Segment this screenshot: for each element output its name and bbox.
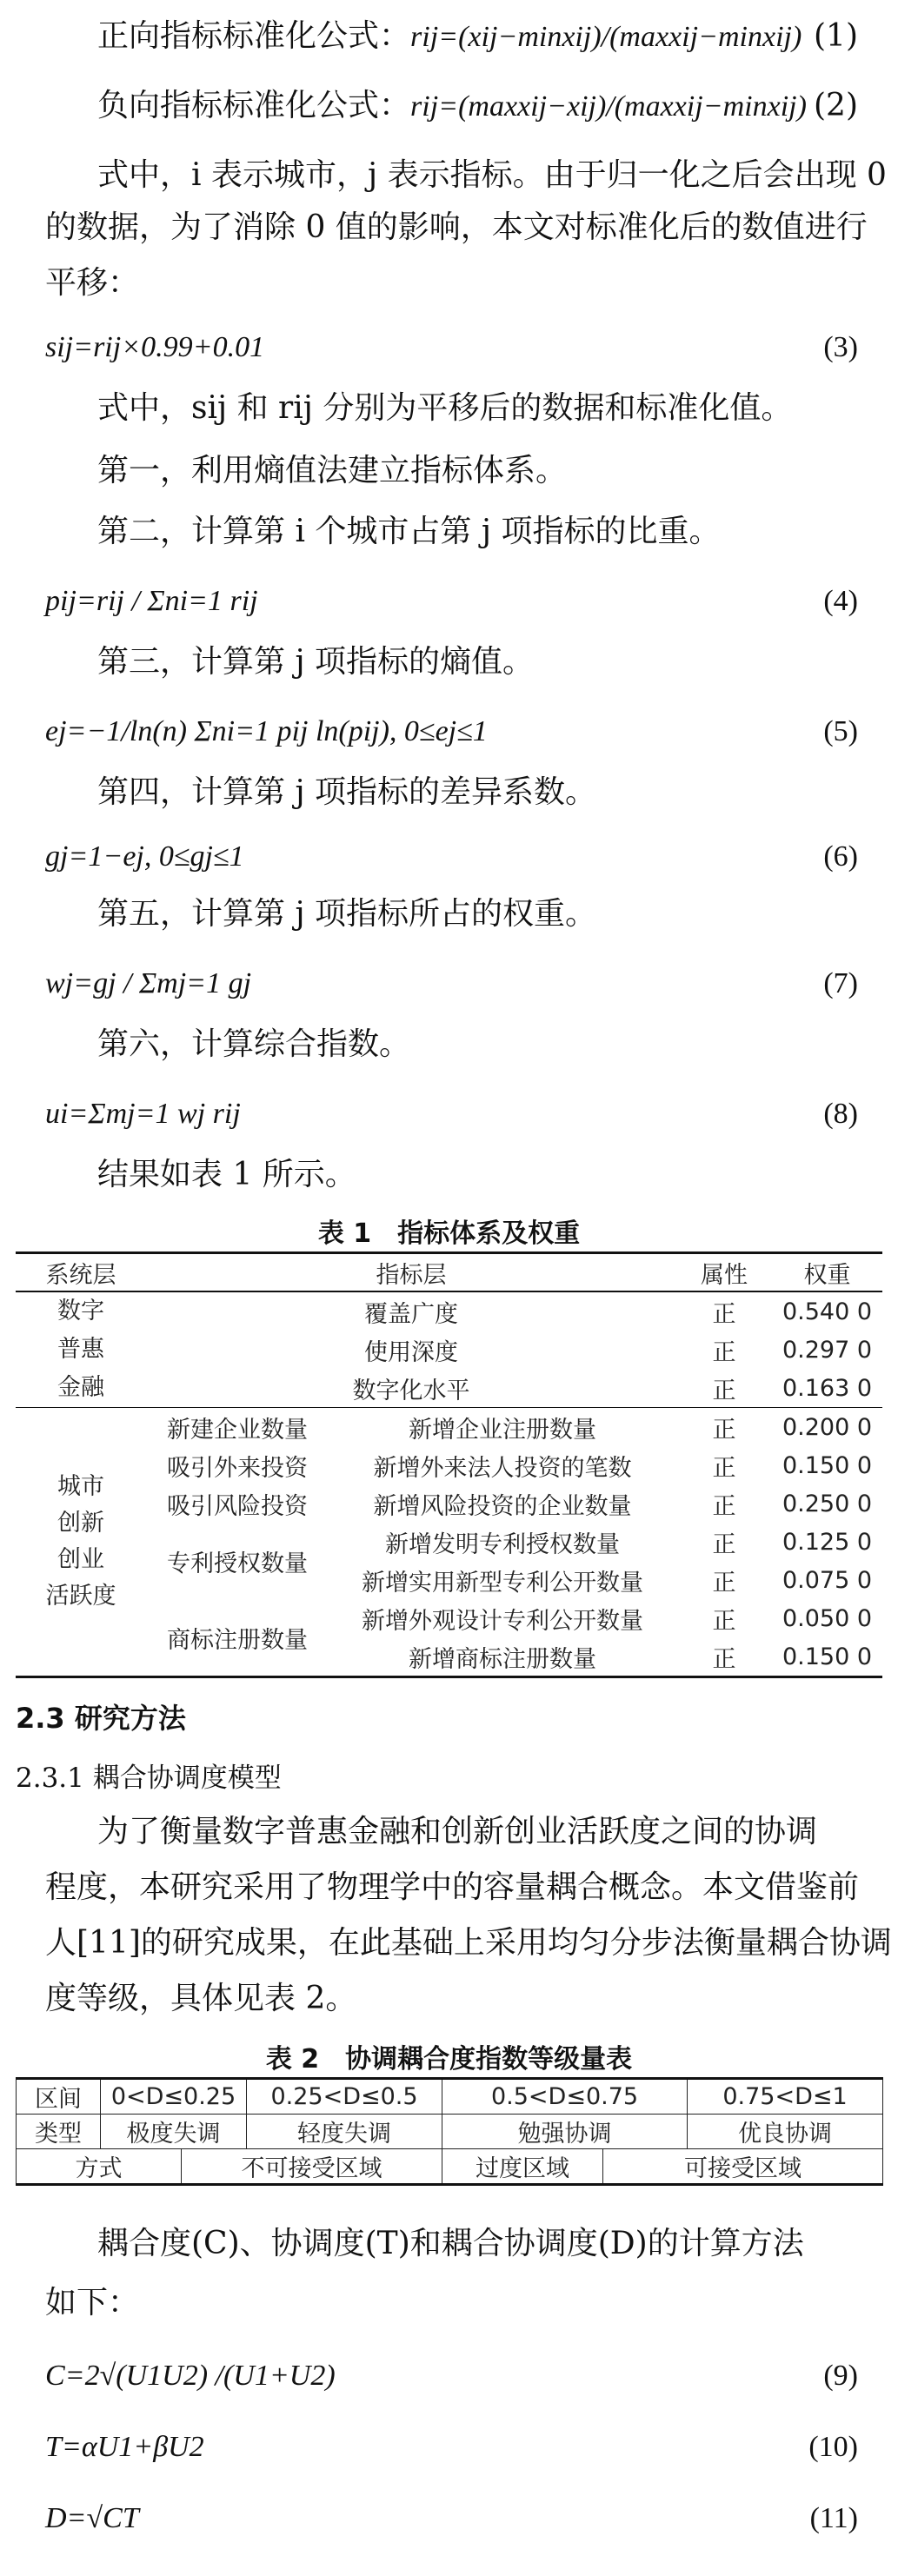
- formula-3-expr: sij=rij×0.99+0.01: [45, 331, 265, 363]
- indicator-cell: 新增外来法人投资的笔数: [373, 1454, 632, 1482]
- table-2-cell: 极度失调: [101, 2115, 247, 2149]
- formula-5: [45, 714, 858, 749]
- paragraph-line: 耦合度(C)、协调度(T)和耦合协调度(D)的计算方法: [97, 2226, 804, 2261]
- formula-5-expr: ej=−1/ln(n) Σni=1 pij ln(pij), 0≤ej≤1: [45, 715, 488, 747]
- system-layer-dfi: [16, 1291, 146, 1408]
- formula-8-number: (8): [823, 1098, 858, 1130]
- result-text: 结果如表 1 所示。: [97, 1157, 356, 1192]
- table-row: [16, 1599, 882, 1637]
- formula-9-number: (9): [823, 2360, 858, 2392]
- weight-cell: 0.250 0: [782, 1490, 873, 1517]
- formula-1-label: 正向指标标准化公式：: [97, 18, 411, 54]
- formula-7-expr: wj=gj / Σmj=1 gj: [45, 967, 252, 999]
- formula-2-expr: rij=(maxxij−xij)/(maxxij−minxij): [410, 90, 807, 123]
- system-layer-city: [16, 1408, 146, 1677]
- step-3: 第三，计算第 j 项指标的熵值。: [97, 644, 535, 680]
- indicator-cell: 新增风险投资的企业数量: [373, 1492, 632, 1520]
- formula-1: [97, 19, 858, 55]
- formula-10: [45, 2430, 858, 2465]
- formula-8: [45, 1097, 858, 1132]
- formula-6-number: (6): [823, 840, 858, 873]
- table-1-header-row: [16, 1253, 882, 1292]
- formula-7: [45, 966, 858, 1001]
- table-2-cell: 过度区域: [442, 2149, 603, 2185]
- formula-4-expr: pij=rij / Σni=1 rij: [45, 585, 258, 617]
- sub-indicator-cell: 吸引风险投资: [167, 1492, 308, 1520]
- table-1: [16, 1251, 882, 1678]
- table-2: [16, 2077, 883, 2186]
- table-2-cell: 0.25<D≤0.5: [247, 2079, 442, 2115]
- table-2-row-interval: [17, 2079, 883, 2115]
- system-layer-label: 普惠: [57, 1336, 104, 1363]
- indicator-cell: 覆盖广度: [364, 1300, 458, 1328]
- indicator-cell: 数字化水平: [146, 1369, 676, 1408]
- formula-9-expr: C=2√(U1U2) /(U1+U2): [45, 2360, 336, 2392]
- attribute-cell: 正: [712, 1530, 736, 1558]
- table-2-cell: 不可接受区域: [182, 2149, 442, 2185]
- formula-6: [45, 840, 858, 874]
- formula-4: [45, 584, 858, 619]
- attribute-cell: 正: [712, 1300, 736, 1328]
- table-1-caption: 表 1 指标体系及权重: [317, 1218, 581, 1249]
- formula-10-number: (10): [808, 2431, 858, 2463]
- paragraph-line: 程度，本研究采用了物理学中的容量耦合概念。本文借鉴前: [45, 1869, 860, 1905]
- table-2-cell: 优良协调: [688, 2115, 883, 2149]
- paragraph-line: 度等级，具体见表 2。: [45, 1981, 357, 2016]
- table-2-cell: 0.75<D≤1: [688, 2079, 883, 2115]
- indicator-cell: 新增实用新型专利公开数量: [362, 1569, 643, 1597]
- system-layer-label: 数字: [57, 1298, 104, 1325]
- formula-11: [45, 2501, 858, 2536]
- system-layer-label: 城市: [57, 1473, 104, 1500]
- paragraph-line: 式中，i 表示城市，j 表示指标。由于归一化之后会出现 0: [97, 157, 887, 193]
- table-row: [16, 1408, 882, 1447]
- table-2-cell: 勉强协调: [442, 2115, 688, 2149]
- table-row: [16, 1484, 882, 1523]
- system-layer-label: 创业: [57, 1546, 104, 1573]
- table-row: [16, 1523, 882, 1561]
- step-1: 第一，利用熵值法建立指标体系。: [97, 453, 568, 488]
- paragraph-line: 为了衡量数字普惠金融和创新创业活跃度之间的协调: [97, 1814, 818, 1849]
- sub-indicator-cell: 吸引外来投资: [167, 1454, 308, 1482]
- subsection-heading: 2.3.1 耦合协调度模型: [16, 1763, 282, 1794]
- system-layer-label: 创新: [57, 1510, 104, 1537]
- table-row: [16, 1446, 882, 1484]
- attribute-cell: 正: [712, 1569, 736, 1597]
- step-4: 第四，计算第 j 项指标的差异系数。: [97, 774, 597, 810]
- formula-1-number: (1): [814, 18, 858, 54]
- table-row: [16, 1291, 882, 1331]
- indicator-cell: 新增发明专利授权数量: [385, 1530, 620, 1558]
- table-2-cell: 0.5<D≤0.75: [442, 2079, 688, 2115]
- table-2-cell: 可接受区域: [603, 2149, 883, 2185]
- sub-indicator-cell: 商标注册数量: [167, 1626, 308, 1654]
- step-2: 第二，计算第 i 个城市占第 j 项指标的比重。: [97, 514, 721, 549]
- table-2-row-type: [17, 2115, 883, 2149]
- paragraph-line: 人[11]的研究成果，在此基础上采用均匀分步法衡量耦合协调: [45, 1925, 892, 1961]
- formula-3: [45, 330, 858, 365]
- weight-cell: 0.150 0: [782, 1451, 873, 1479]
- table-2-row-mode: [17, 2149, 883, 2185]
- table-2-cell: 轻度失调: [247, 2115, 442, 2149]
- weight-cell: 0.540 0: [782, 1298, 873, 1325]
- formula-7-number: (7): [823, 967, 858, 999]
- indicator-cell: 新增商标注册数量: [409, 1645, 596, 1673]
- weight-cell: 0.297 0: [782, 1336, 873, 1364]
- formula-3-number: (3): [823, 331, 858, 363]
- formula-2-label: 负向指标标准化公式：: [97, 88, 411, 123]
- formula-6-expr: gj=1−ej, 0≤gj≤1: [45, 840, 244, 873]
- weight-cell: 0.150 0: [782, 1643, 873, 1670]
- paragraph-line: 平移：: [45, 265, 140, 301]
- formula-1-expr: rij=(xij−minxij)/(maxxij−minxij): [410, 21, 802, 53]
- formula-11-number: (11): [809, 2502, 858, 2534]
- indicator-cell: 新增外观设计专利公开数量: [362, 1607, 643, 1635]
- paragraph-line: 如下：: [45, 2285, 140, 2320]
- formula-2-number: (2): [814, 88, 858, 123]
- attribute-cell: 正: [712, 1416, 736, 1444]
- sub-indicator-cell: 新建企业数量: [167, 1416, 308, 1444]
- step-5: 第五，计算第 j 项指标所占的权重。: [97, 896, 597, 932]
- system-layer-label: 活跃度: [45, 1583, 116, 1610]
- formula-5-number: (5): [823, 715, 858, 747]
- attribute-cell: 正: [712, 1492, 736, 1520]
- attribute-cell: 正: [712, 1454, 736, 1482]
- attribute-cell: 正: [712, 1338, 736, 1366]
- table-row: [16, 1369, 882, 1408]
- table-2-cell: 0<D≤0.25: [101, 2079, 247, 2115]
- weight-cell: 0.163 0: [772, 1369, 882, 1408]
- indicator-cell: 新增企业注册数量: [409, 1416, 596, 1444]
- table-2-caption: 表 2 协调耦合度指数等级量表: [265, 2044, 633, 2075]
- table-1-header-cell: 系统层: [16, 1253, 146, 1292]
- formula-10-expr: T=αU1+βU2: [45, 2431, 204, 2463]
- weight-cell: 0.200 0: [782, 1413, 873, 1441]
- indicator-cell: 使用深度: [364, 1338, 458, 1366]
- formula-2: [97, 89, 858, 124]
- formula-4-number: (4): [823, 585, 858, 617]
- weight-cell: 0.125 0: [782, 1528, 873, 1556]
- section-heading: 2.3 研究方法: [16, 1702, 186, 1735]
- step-6: 第六，计算综合指数。: [97, 1026, 411, 1062]
- table-1-header-cell: 权重: [772, 1253, 882, 1292]
- formula-11-expr: D=√CT: [45, 2502, 139, 2534]
- paragraph-line: 式中，sij 和 rij 分别为平移后的数据和标准化值。: [97, 390, 793, 426]
- sub-indicator-cell: 专利授权数量: [167, 1550, 308, 1577]
- paragraph-line: 的数据，为了消除 0 值的影响，本文对标准化后的数值进行: [45, 209, 868, 245]
- table-row: [16, 1331, 882, 1369]
- table-2-cell: 方式: [17, 2149, 182, 2185]
- formula-9: [45, 2359, 858, 2393]
- table-1-header-cell: 指标层: [146, 1253, 676, 1292]
- formula-8-expr: ui=Σmj=1 wj rij: [45, 1098, 241, 1130]
- attribute-cell: 正: [676, 1369, 772, 1408]
- weight-cell: 0.075 0: [782, 1566, 873, 1594]
- table-2-cell: 类型: [17, 2115, 101, 2149]
- attribute-cell: 正: [712, 1607, 736, 1635]
- attribute-cell: 正: [712, 1645, 736, 1673]
- weight-cell: 0.050 0: [782, 1604, 873, 1632]
- table-2-cell: 区间: [17, 2079, 101, 2115]
- table-1-header-cell: 属性: [676, 1253, 772, 1292]
- system-layer-label: 金融: [57, 1374, 104, 1401]
